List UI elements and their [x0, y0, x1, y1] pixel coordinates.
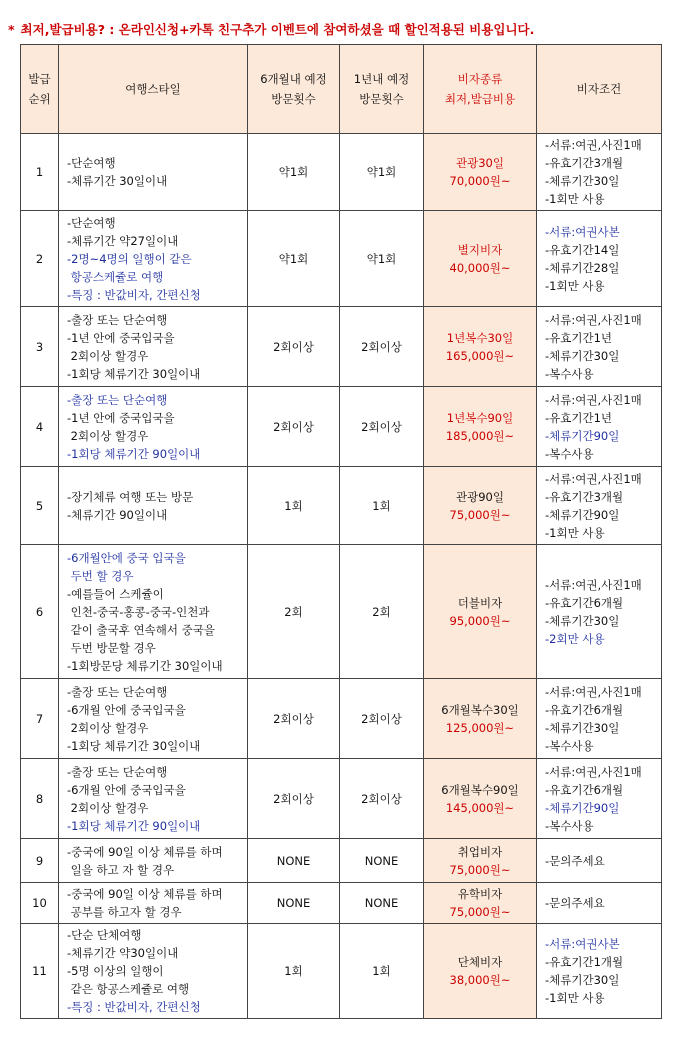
visa-name: 취업비자 — [457, 844, 503, 859]
one-year-visits: 2회이상 — [340, 387, 424, 467]
travel-style-cell — [59, 134, 248, 211]
visa-condition-line: -서류:여권사본 — [545, 224, 620, 239]
header-style: 여행스타일 — [59, 45, 248, 134]
visa-type-cell — [424, 679, 537, 759]
row-number: 3 — [21, 307, 59, 387]
visa-condition-line: -유효기간6개월 — [545, 782, 624, 797]
visa-condition-line: -유효기간1년 — [545, 410, 613, 425]
travel-style-line: -1회당 체류기간 30일이내 — [67, 366, 201, 381]
visa-condition-line: -서류:여권,사진1매 — [545, 471, 642, 486]
travel-style-line: -체류기간 약27일이내 — [67, 233, 179, 248]
visa-condition-line: -유효기간1개월 — [545, 955, 624, 969]
travel-style-cell — [59, 307, 248, 387]
table-row — [21, 924, 662, 1019]
visa-type-cell — [424, 387, 537, 467]
visa-price: 75,000원~ — [449, 507, 511, 522]
travel-style-line: -6개월 안에 중국입국을 — [67, 782, 186, 797]
travel-style-cell — [59, 679, 248, 759]
visa-condition-line: -체류기간90일 — [545, 800, 620, 815]
visa-condition-cell — [537, 545, 662, 679]
visa-name: 관광30일 — [456, 156, 504, 170]
travel-style-line: -출장 또는 단순여행 — [67, 392, 168, 407]
travel-style-line: -6개월 안에 중국입국을 — [67, 702, 186, 717]
visa-condition-line: -서류:여권,사진1매 — [545, 684, 642, 699]
travel-style-line: 공부를 하고자 할 경우 — [67, 905, 182, 919]
visa-name: 관광90일 — [456, 489, 504, 504]
visa-price: 75,000원~ — [449, 905, 511, 919]
visa-condition-line: -서류:여권,사진1매 — [545, 764, 642, 779]
travel-style-line: -중국에 90일 이상 체류를 하며 — [67, 844, 223, 859]
travel-style-line: -체류기간 30일이내 — [67, 174, 168, 188]
travel-style-line: 2회이상 할경우 — [67, 428, 149, 443]
visa-table — [20, 44, 662, 1019]
visa-condition-line: -체류기간90일 — [545, 428, 620, 443]
visa-price: 95,000원~ — [449, 613, 511, 628]
visa-price: 125,000원~ — [445, 720, 515, 735]
header-six-month: 6개월내 예정 방문횟수 — [248, 45, 340, 134]
travel-style-line: -1회당 체류기간 90일이내 — [67, 818, 201, 833]
visa-condition-line: -서류:여권,사진1매 — [545, 577, 642, 592]
visa-name: 별지비자 — [457, 242, 503, 257]
travel-style-cell — [59, 211, 248, 307]
travel-style-cell — [59, 759, 248, 839]
visa-condition-cell — [537, 211, 662, 307]
visa-condition-cell — [537, 467, 662, 545]
visa-condition-line: -1회만 사용 — [545, 278, 605, 293]
travel-style-line: -특징 : 반값비자, 간편신청 — [67, 1000, 201, 1014]
travel-style-cell — [59, 387, 248, 467]
travel-style-line: -예를들어 스케쥴이 — [67, 586, 164, 601]
row-number: 10 — [21, 883, 59, 924]
visa-condition-line: -체류기간30일 — [545, 174, 620, 188]
one-year-visits: 1회 — [340, 924, 424, 1019]
visa-condition-line: -복수사용 — [545, 818, 594, 833]
one-year-visits: 2회이상 — [340, 759, 424, 839]
visa-name: 단체비자 — [457, 955, 503, 969]
table-row — [21, 679, 662, 759]
six-month-visits: 2회이상 — [248, 387, 340, 467]
visa-condition-line: -1회만 사용 — [545, 991, 605, 1005]
six-month-visits: 약1회 — [248, 134, 340, 211]
visa-condition-cell — [537, 679, 662, 759]
visa-condition-line: -서류:여권,사진1매 — [545, 312, 642, 327]
table-row — [21, 307, 662, 387]
travel-style-line: -6개월안에 중국 입국을 — [67, 550, 186, 565]
six-month-visits: NONE — [248, 839, 340, 883]
travel-style-line: -단순여행 — [67, 215, 116, 230]
one-year-visits: 약1회 — [340, 211, 424, 307]
one-year-visits: 2회이상 — [340, 679, 424, 759]
row-number: 6 — [21, 545, 59, 679]
visa-type-cell — [424, 307, 537, 387]
travel-style-cell — [59, 924, 248, 1019]
visa-condition-line: -체류기간30일 — [545, 973, 620, 987]
travel-style-line: 인천-중국-홍콩-중국-인천과 — [67, 604, 210, 619]
one-year-visits: 약1회 — [340, 134, 424, 211]
visa-name: 유학비자 — [457, 887, 503, 901]
header-condition: 비자조건 — [537, 45, 662, 134]
six-month-visits: 2회 — [248, 545, 340, 679]
six-month-visits: 2회이상 — [248, 679, 340, 759]
row-number: 7 — [21, 679, 59, 759]
visa-condition-line: -체류기간90일 — [545, 507, 620, 522]
travel-style-line: 일을 하고 자 할 경우 — [67, 862, 175, 877]
visa-condition-cell — [537, 839, 662, 883]
discount-notice — [8, 20, 678, 38]
visa-price: 75,000원~ — [449, 862, 511, 877]
six-month-visits: 2회이상 — [248, 759, 340, 839]
visa-condition-line: -문의주세요 — [545, 853, 605, 868]
travel-style-line: -단순 단체여행 — [67, 928, 142, 942]
travel-style-line: -1회방문당 체류기간 30일이내 — [67, 658, 223, 673]
travel-style-line: -단순여행 — [67, 156, 116, 170]
visa-condition-line: -복수사용 — [545, 366, 594, 381]
table-body — [21, 134, 662, 1019]
table-row — [21, 759, 662, 839]
one-year-visits: NONE — [340, 883, 424, 924]
travel-style-line: 두번 할 경우 — [67, 568, 134, 583]
visa-type-cell — [424, 883, 537, 924]
table-row — [21, 883, 662, 924]
visa-condition-line: -유효기간14일 — [545, 242, 620, 257]
one-year-visits: 2회 — [340, 545, 424, 679]
six-month-visits: 1회 — [248, 467, 340, 545]
header-one-year: 1년내 예정 방문횟수 — [340, 45, 424, 134]
visa-condition-line: -문의주세요 — [545, 896, 605, 910]
visa-price: 165,000원~ — [445, 348, 515, 363]
visa-condition-line: -유효기간6개월 — [545, 595, 624, 610]
table-row — [21, 211, 662, 307]
travel-style-line: -출장 또는 단순여행 — [67, 684, 168, 699]
one-year-visits: 1회 — [340, 467, 424, 545]
visa-condition-cell — [537, 759, 662, 839]
table-row — [21, 467, 662, 545]
visa-name: 6개월복수30일 — [441, 702, 519, 717]
travel-style-line: 같은 항공스케쥴로 여행 — [67, 982, 190, 996]
row-number: 5 — [21, 467, 59, 545]
visa-condition-line: -유효기간3개월 — [545, 156, 624, 170]
travel-style-line: -출장 또는 단순여행 — [67, 764, 168, 779]
travel-style-line: 같이 출국후 연속해서 중국을 — [67, 622, 215, 637]
table-row — [21, 134, 662, 211]
visa-type-cell — [424, 924, 537, 1019]
visa-condition-line: -서류:여권,사진1매 — [545, 392, 642, 407]
travel-style-line: -1회당 체류기간 30일이내 — [67, 738, 201, 753]
visa-type-cell — [424, 839, 537, 883]
six-month-visits: 1회 — [248, 924, 340, 1019]
travel-style-line: -2명~4명의 일행이 같은 — [67, 251, 192, 266]
travel-style-line: -체류기간 90일이내 — [67, 507, 168, 522]
visa-condition-line: -서류:여권,사진1매 — [545, 138, 642, 152]
travel-style-line: -체류기간 약30일이내 — [67, 946, 179, 960]
visa-condition-line: -복수사용 — [545, 446, 594, 461]
header-visa-type: 비자종류 최저,발급비용 — [424, 45, 537, 134]
row-number: 8 — [21, 759, 59, 839]
visa-name: 1년복수90일 — [446, 410, 514, 425]
six-month-visits: 2회이상 — [248, 307, 340, 387]
table-row — [21, 387, 662, 467]
notice-text: 최저,발급비용? : 온라인신청+카톡 친구추가 이벤트에 참여하셨을 때 할인적용된 비용입니다. — [20, 22, 535, 37]
visa-price: 38,000원~ — [449, 973, 511, 987]
row-number: 1 — [21, 134, 59, 211]
visa-type-cell — [424, 545, 537, 679]
row-number: 9 — [21, 839, 59, 883]
travel-style-cell — [59, 467, 248, 545]
travel-style-line: -1년 안에 중국입국을 — [67, 410, 175, 425]
travel-style-line: -특징 : 반값비자, 간편신청 — [67, 287, 201, 302]
six-month-visits: NONE — [248, 883, 340, 924]
visa-condition-line: -체류기간28일 — [545, 260, 620, 275]
visa-name: 1년복수30일 — [446, 330, 514, 345]
visa-condition-cell — [537, 924, 662, 1019]
travel-style-line: 2회이상 할경우 — [67, 348, 149, 363]
table-row — [21, 545, 662, 679]
visa-type-cell — [424, 134, 537, 211]
visa-type-cell — [424, 467, 537, 545]
visa-condition-line: -서류:여권사본 — [545, 937, 620, 951]
visa-price: 70,000원~ — [449, 174, 511, 188]
row-number: 11 — [21, 924, 59, 1019]
visa-condition-cell — [537, 387, 662, 467]
travel-style-line: -출장 또는 단순여행 — [67, 312, 168, 327]
visa-type-cell — [424, 211, 537, 307]
visa-condition-line: -유효기간1년 — [545, 330, 613, 345]
visa-condition-line: -유효기간3개월 — [545, 489, 624, 504]
visa-condition-line: -2회만 사용 — [545, 631, 605, 646]
visa-price: 145,000원~ — [445, 800, 515, 815]
visa-condition-cell — [537, 307, 662, 387]
visa-condition-line: -복수사용 — [545, 738, 594, 753]
travel-style-line: -5명 이상의 일행이 — [67, 964, 164, 978]
visa-type-cell — [424, 759, 537, 839]
travel-style-line: -중국에 90일 이상 체류를 하며 — [67, 887, 223, 901]
table-row — [21, 839, 662, 883]
table-header-row — [21, 45, 662, 134]
visa-condition-line: -체류기간30일 — [545, 720, 620, 735]
travel-style-line: 2회이상 할경우 — [67, 800, 149, 815]
one-year-visits: NONE — [340, 839, 424, 883]
travel-style-line: 2회이상 할경우 — [67, 720, 149, 735]
row-number: 2 — [21, 211, 59, 307]
row-number: 4 — [21, 387, 59, 467]
travel-style-line: 두번 방문할 경우 — [67, 640, 156, 655]
notice-star: * — [8, 22, 15, 37]
header-order: 발급 순위 — [21, 45, 59, 134]
six-month-visits: 약1회 — [248, 211, 340, 307]
travel-style-cell — [59, 545, 248, 679]
travel-style-line: -1년 안에 중국입국을 — [67, 330, 175, 345]
travel-style-cell — [59, 839, 248, 883]
visa-condition-cell — [537, 134, 662, 211]
visa-price: 185,000원~ — [445, 428, 515, 443]
travel-style-line: 항공스케쥴로 여행 — [67, 269, 164, 284]
visa-name: 더블비자 — [457, 595, 503, 610]
visa-name: 6개월복수90일 — [441, 782, 519, 797]
travel-style-line: -장기체류 여행 또는 방문 — [67, 489, 194, 504]
one-year-visits: 2회이상 — [340, 307, 424, 387]
visa-condition-line: -체류기간30일 — [545, 348, 620, 363]
travel-style-cell — [59, 883, 248, 924]
visa-price: 40,000원~ — [449, 260, 511, 275]
visa-condition-cell — [537, 883, 662, 924]
visa-condition-line: -1회만 사용 — [545, 192, 605, 206]
travel-style-line: -1회당 체류기간 90일이내 — [67, 446, 201, 461]
visa-condition-line: -유효기간6개월 — [545, 702, 624, 717]
visa-condition-line: -1회만 사용 — [545, 525, 605, 540]
visa-condition-line: -체류기간30일 — [545, 613, 620, 628]
